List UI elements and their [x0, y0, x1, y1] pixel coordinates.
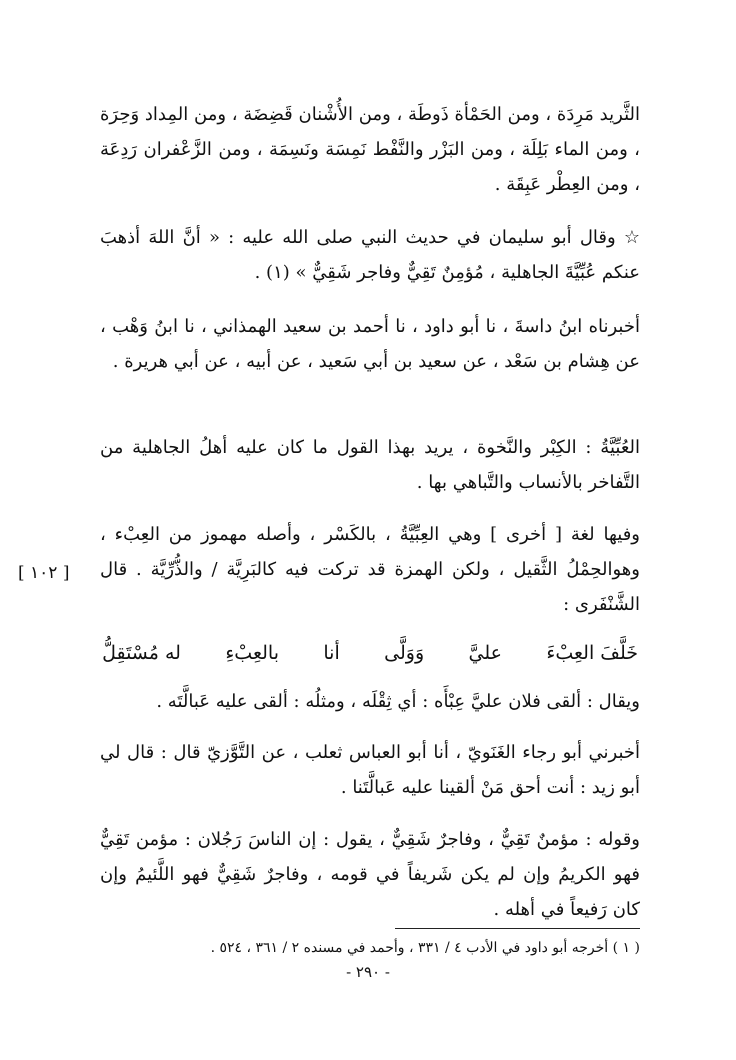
- paragraph-1: الثَّريد مَرِدَة ، ومن الحَمْأة ذَوطَة ، ومن الأُشْنان قَضِضَة ، ومن المِداد وَحِرَة ، ومن الماء بَلِلَة ، ومن البَزْر والنَّفْط نَمِسَة ونَسِمَة ، ومن الزَّعْفران رَدِعَة ، ومن العِطْر عَبِقَة .: [100, 104, 640, 195]
- paragraph-4-definition: العُبِّيَّةُ : الكِبْر والنَّخوة ، يريد بهذا القول ما كان عليه أهلُ الجاهلية من التَّفاخر بالأنساب والتَّباهي بها .: [100, 437, 640, 493]
- footnote-divider: [395, 928, 640, 929]
- marginal-page-reference: [ ١٠٢ ]: [18, 563, 70, 583]
- paragraph-2-hadith: ☆ وقال أبو سليمان في حديث النبي صلى الله عليه : « أنَّ اللهَ أذهبَ عنكم عُبِّيَّةَ الجاهلية ، مُؤمِنٌ تَقِيٌّ وفاجر شَقِيٌّ » (١) .: [100, 227, 640, 283]
- verse-word: عليَّ: [468, 642, 503, 664]
- verse-word: خَلَّفَ العِبْءَ: [546, 642, 638, 664]
- paragraph-3-isnad: أخبرناه ابنُ داسةَ ، نا أبو داود ، نا أحمد بن سعيد الهمذاني ، نا ابنُ وَهْب ، عن هِشام بن سَعْد ، عن سعيد بن أبي سَعيد ، عن أبيه ، عن أبي هريرة .: [100, 316, 640, 372]
- verse-word: بالعِبْءِ: [225, 642, 279, 664]
- page-number: - ٢٩٠ -: [346, 963, 390, 981]
- verse-word: له مُسْتَقِلُّ: [102, 642, 181, 664]
- verse-word: أنا: [323, 642, 340, 664]
- poetry-verse: [100, 637, 640, 669]
- paragraph-5-variant: وفيها لغة [ أخرى ] وهي العِبِّيَّةُ ، بالكَسْر ، وأصله مهموز من العِبْء ، وهوالحِمْلُ الثَّقيل ، ولكن الهمزة قد تركت فيه كالبَرِيَّة / والذُّرِّيَّة . قال الشَّنْفَرى :: [100, 524, 640, 615]
- footnote: ( ١ ) أخرجه أبو داود في الأدب ٤ / ٣٣١ ، وأحمد في مسنده ٢ / ٣٦١ ، ٥٢٤ .: [210, 940, 640, 956]
- paragraph-8: وقوله : مؤمنٌ تَقِيٌّ ، وفاجرٌ شَقِيٌّ ، يقول : إن الناسَ رَجُلان : مؤمن تَقِيٌّ فهو الكريمُ وإن لم يكن شَريفاً في قومه ، وفاجرٌ شَقِيٌّ فهو اللَّئيمُ وإن كان رَفيعاً في أهله .: [100, 829, 640, 920]
- verse-word: وَوَلَّى: [384, 642, 425, 664]
- paragraph-7: أخبرني أبو رجاء الغَنَويّ ، أنا أبو العباس ثعلب ، عن التَّوَّزيّ قال : قال لي أبو زيد : أنت أحق مَنْ ألقينا عليه عَبالَّتَنا .: [100, 742, 640, 798]
- paragraph-6: ويقال : ألقى فلان عليَّ عِبْأَه : أي ثِقْلَه ، ومثلُه : ألقى عليه عَبالَّتَه .: [156, 691, 640, 712]
